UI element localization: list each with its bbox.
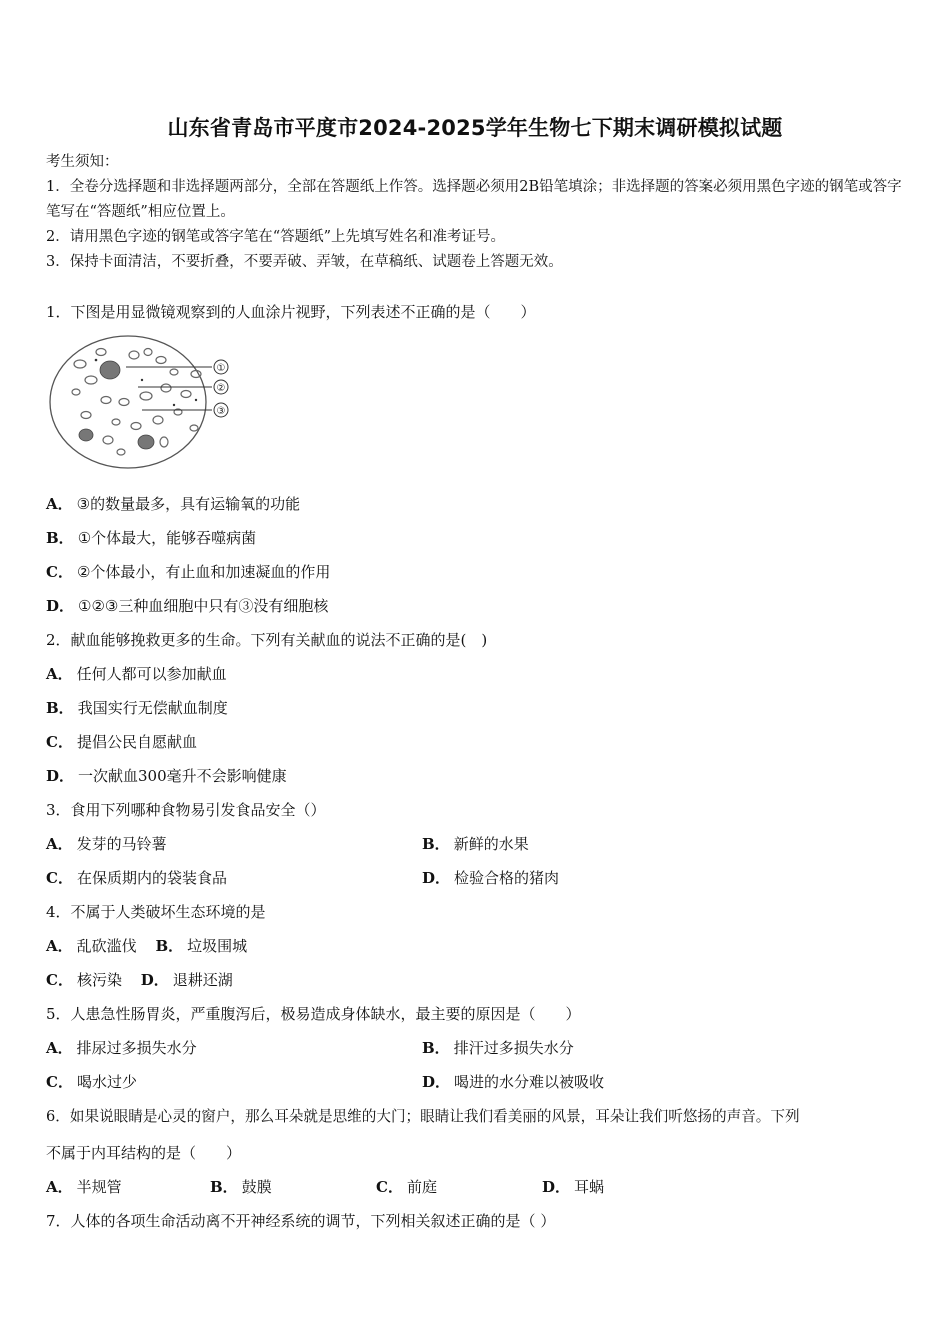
q4-option-b: B． 垃圾围城: [155, 937, 248, 955]
q5-options-row-1: [46, 1037, 906, 1058]
q3-option-c: C． 在保质期内的袋装食品: [46, 869, 227, 887]
q5-option-b: B． 排汗过多损失水分: [422, 1039, 574, 1057]
question-3-stem: 3．食用下列哪种食物易引发食品安全（）: [46, 801, 326, 819]
q6-option-b: B． 鼓膜: [210, 1178, 272, 1196]
q2-option-a: A． 任何人都可以参加献血: [46, 665, 227, 683]
blood-smear-figure: [46, 330, 236, 475]
figure-label-1: ①: [216, 363, 226, 374]
q5-option-c: C． 喝水过少: [46, 1073, 137, 1091]
q1-option-d: D． ①②③三种血细胞中只有③没有细胞核: [46, 597, 329, 615]
q3-option-a: A． 发芽的马铃薯: [46, 835, 167, 853]
q3-options-row-2: [46, 867, 906, 888]
q4-options-row-2: [46, 969, 233, 990]
question-2-stem: 2．献血能够挽救更多的生命。下列有关献血的说法不正确的是( ): [46, 631, 488, 649]
q6-option-d: D． 耳蜗: [542, 1178, 605, 1196]
figure-label-3: ③: [216, 406, 226, 417]
q2-option-d: D． 一次献血300毫升不会影响健康: [46, 767, 287, 785]
q1-option-c: C． ②个体最小，有止血和加速凝血的作用: [46, 563, 331, 581]
q1-option-a: A． ③的数量最多，具有运输氧的功能: [46, 495, 301, 513]
q5-option-d: D． 喝进的水分难以被吸收: [422, 1073, 605, 1091]
q6-option-a: A． 半规管: [46, 1178, 122, 1196]
q4-option-d: D． 退耕还湖: [140, 971, 233, 989]
q5-options-row-2: [46, 1071, 906, 1092]
q4-option-a: A． 乱砍滥伐: [46, 937, 137, 955]
q2-option-b: B． 我国实行无偿献血制度: [46, 699, 228, 717]
q4-option-c: C． 核污染: [46, 971, 122, 989]
page-title: 山东省青岛市平度市2024-2025学年生物七下期末调研模拟试题: [167, 116, 783, 140]
question-4-stem: 4．不属于人类破坏生态环境的是: [46, 903, 266, 921]
question-6-stem-line-2: 不属于内耳结构的是（ ）: [46, 1144, 242, 1162]
notice-heading: 考生须知：: [46, 154, 119, 170]
q3-option-d: D． 检验合格的猪肉: [422, 869, 560, 887]
q1-option-b: B． ①个体最大，能够吞噬病菌: [46, 529, 257, 547]
notice-block: [46, 150, 906, 275]
notice-item-3: 3．保持卡面清洁，不要折叠，不要弄破、弄皱，在草稿纸、试题卷上答题无效。: [46, 254, 563, 270]
notice-item-2: 2．请用黑色字迹的钢笔或答字笔在“答题纸”上先填写姓名和准考证号。: [46, 229, 506, 245]
q3-options-row-1: [46, 833, 906, 854]
q3-option-b: B． 新鲜的水果: [422, 835, 529, 853]
figure-label-2: ②: [216, 383, 226, 394]
q4-options-row-1: [46, 935, 247, 956]
question-7-stem: 7．人体的各项生命活动离不开神经系统的调节，下列相关叙述正确的是（ ）: [46, 1212, 556, 1230]
q5-option-a: A． 排尿过多损失水分: [46, 1039, 197, 1057]
q6-option-c: C． 前庭: [376, 1178, 437, 1196]
notice-item-1: 1．全卷分选择题和非选择题两部分，全部在答题纸上作答。选择题必须用2B铅笔填涂；非选择题的答案必须用黑色字迹的钢笔或答字笔写在“答题纸”相应位置上。: [46, 179, 902, 220]
question-5-stem: 5．人患急性肠胃炎，严重腹泻后，极易造成身体缺水，最主要的原因是（ ）: [46, 1005, 581, 1023]
question-6-stem-line-1: 6．如果说眼睛是心灵的窗户，那么耳朵就是思维的大门；眼睛让我们看美丽的风景，耳朵让我们听悠扬的声音。下列: [46, 1108, 800, 1125]
q2-option-c: C． 提倡公民自愿献血: [46, 733, 197, 751]
question-1-stem: 1．下图是用显微镜观察到的人血涂片视野，下列表述不正确的是（ ）: [46, 303, 536, 321]
q6-options-row: [46, 1176, 906, 1197]
